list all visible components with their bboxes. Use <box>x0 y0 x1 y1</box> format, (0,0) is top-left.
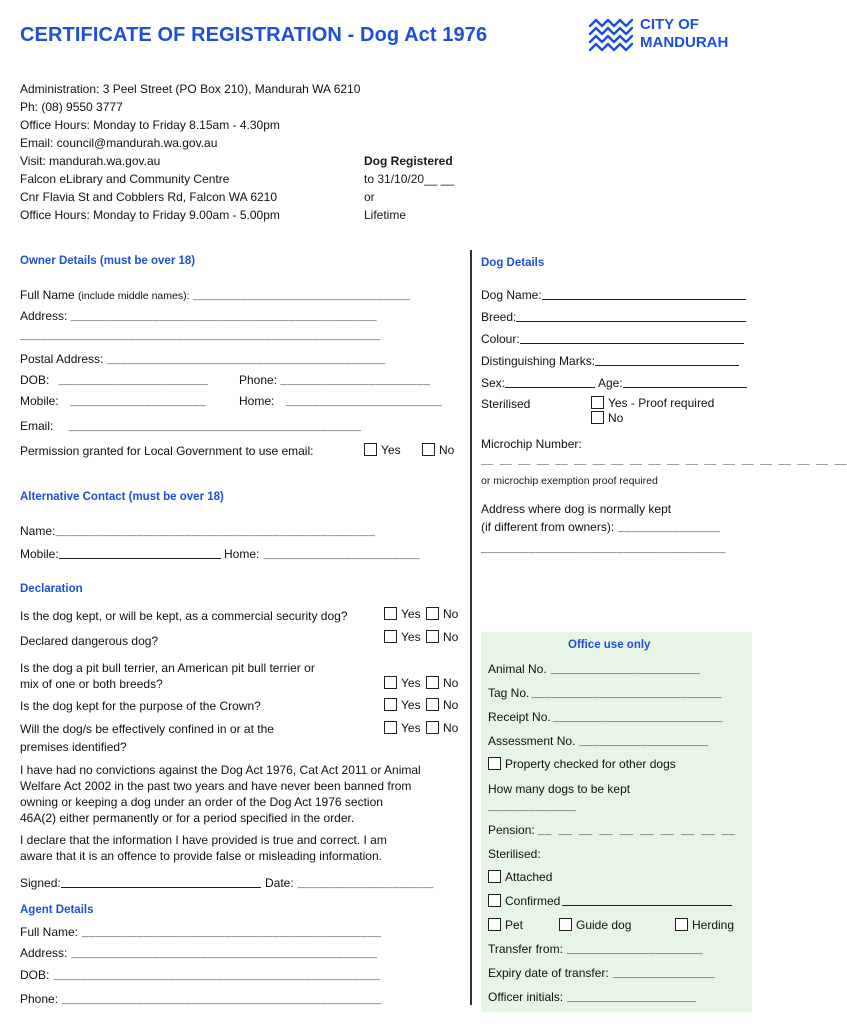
herding-label: Herding <box>692 918 735 932</box>
kept-address-line-1: Address where dog is normally kept <box>481 502 672 516</box>
checkbox[interactable] <box>559 918 572 931</box>
owner-phone-field[interactable]: Phone: ______________________ <box>239 373 431 388</box>
microchip-label: Microchip Number: <box>481 437 582 451</box>
checkbox[interactable] <box>591 411 604 424</box>
signature-field[interactable] <box>20 876 261 890</box>
page-title: CERTIFICATE OF REGISTRATION - Dog Act 1976 <box>20 24 488 46</box>
pet-option[interactable] <box>488 918 523 932</box>
q1-no[interactable] <box>426 607 458 621</box>
microchip-exemption-note: or microchip exemption proof required <box>481 475 658 487</box>
guide-dog-option[interactable] <box>559 918 631 932</box>
pension-field[interactable] <box>488 823 735 838</box>
alt-home-label: Home: <box>224 547 260 561</box>
transfer-from-field[interactable]: Transfer from: ____________________ <box>488 942 703 957</box>
yes-proof-label: Yes - Proof required <box>608 396 715 410</box>
checkbox[interactable] <box>675 918 688 931</box>
mandurah-waves-logo-icon <box>588 14 634 52</box>
owner-address-field[interactable]: Address: _____________________________________________ <box>20 309 377 324</box>
confirmed-label: Confirmed <box>505 894 561 908</box>
property-checked[interactable] <box>488 757 676 771</box>
owner-phone-label: Phone: <box>239 373 278 387</box>
owner-dob-label: DOB: <box>20 373 50 387</box>
owner-full-name-label: Full Name <box>20 288 75 302</box>
registered-or: or <box>364 190 375 204</box>
question-security-dog: Is the dog kept, or will be kept, as a commercial security dog? <box>20 609 348 623</box>
receipt-no-field[interactable]: Receipt No. _________________________ <box>488 710 723 725</box>
expiry-transfer-label: Expiry date of transfer: <box>488 966 609 980</box>
checkbox[interactable] <box>426 630 439 643</box>
attached-label: Attached <box>505 870 553 884</box>
truth-statement-line-1: I declare that the information I have provided is true and correct. I am <box>20 833 387 847</box>
dog-heading: Dog Details <box>481 257 545 269</box>
email-permission-yes[interactable] <box>364 443 401 457</box>
owner-full-name-note: (include middle names): <box>78 290 190 302</box>
dog-colour-label: Colour: <box>481 332 520 346</box>
agent-address-field[interactable]: Address: _____________________________________________ <box>20 946 378 961</box>
no-label: No <box>443 698 459 712</box>
admin-hours: Office Hours: Monday to Friday 8.15am - 4.30pm <box>20 118 280 132</box>
owner-address-label: Address: <box>20 309 68 323</box>
library-hours: Office Hours: Monday to Friday 9.00am - 5.00pm <box>20 208 280 222</box>
no-label: No <box>439 443 455 457</box>
dog-breed-label: Breed: <box>481 310 517 324</box>
owner-heading: Owner Details (must be over 18) <box>20 255 196 267</box>
conviction-line-2: Welfare Act 2002 in the past two years and have never been banned from <box>20 779 412 793</box>
alt-contact-heading: Alternative Contact (must be over 18) <box>20 491 224 503</box>
date-label: Date: <box>265 876 294 890</box>
admin-website: Visit: mandurah.wa.gov.au <box>20 154 161 168</box>
checkbox[interactable] <box>384 630 397 643</box>
dog-marks-field[interactable] <box>481 354 739 368</box>
question-pit-bull-line-1: Is the dog a pit bull terrier, an American pit bull terrier or <box>20 661 315 675</box>
agent-phone-field[interactable]: Phone: _______________________________________________ <box>20 992 382 1007</box>
no-label: No <box>443 721 459 735</box>
property-checked-label: Property checked for other dogs <box>505 757 676 771</box>
email-permission-label: Permission granted for Local Government to use email: <box>20 444 314 458</box>
checkbox[interactable] <box>426 721 439 734</box>
kept-address-label: (if different from owners): <box>481 520 615 534</box>
question-dangerous-dog: Declared dangerous dog? <box>20 634 159 648</box>
owner-home-label: Home: <box>239 394 275 408</box>
q2-yes[interactable] <box>384 630 421 644</box>
admin-email: Email: council@mandurah.wa.gov.au <box>20 136 218 150</box>
question-confined-line-2: premises identified? <box>20 740 127 754</box>
yes-label: Yes <box>401 630 421 644</box>
tag-no-label: Tag No. <box>488 686 530 700</box>
checkbox[interactable] <box>426 607 439 620</box>
checkbox[interactable] <box>426 676 439 689</box>
library-name: Falcon eLibrary and Community Centre <box>20 172 230 186</box>
alt-name-label: Name: <box>20 524 56 538</box>
registered-to: to 31/10/20__ __ <box>364 172 455 186</box>
agent-heading: Agent Details <box>20 904 94 916</box>
animal-no-field[interactable]: Animal No. ______________________ <box>488 662 701 677</box>
yes-label: Yes <box>401 721 421 735</box>
checkbox[interactable] <box>488 918 501 931</box>
checkbox[interactable] <box>422 443 435 456</box>
q4-yes[interactable] <box>384 698 421 712</box>
no-label: No <box>608 411 624 425</box>
date-field[interactable]: Date: ____________________ <box>265 876 434 891</box>
kept-address-line-2[interactable]: ____________________________________ <box>481 544 726 556</box>
checkbox[interactable] <box>488 870 501 883</box>
checkbox[interactable] <box>488 894 501 907</box>
pension-label: Pension: <box>488 823 535 837</box>
officer-initials-field[interactable]: Officer initials: ___________________ <box>488 990 697 1005</box>
receipt-no-label: Receipt No. <box>488 710 551 724</box>
guide-dog-label: Guide dog <box>576 918 632 932</box>
alt-name-field[interactable]: Name:_______________________________________________ <box>20 524 375 539</box>
owner-postal-label: Postal Address: <box>20 352 104 366</box>
signed-label: Signed: <box>20 876 61 890</box>
truth-statement-line-2: aware that it is an offence to provide false or misleading information. <box>20 849 382 863</box>
dog-marks-label: Distinguishing Marks: <box>481 354 596 368</box>
how-many-dogs-label: How many dogs to be kept <box>488 782 631 796</box>
checkbox[interactable] <box>426 698 439 711</box>
dog-name-field[interactable] <box>481 288 746 302</box>
conviction-line-1: I have had no convictions against the Dog Act 1976, Cat Act 2011 or Animal <box>20 763 421 777</box>
agent-dob-field[interactable]: DOB: ________________________________________________ <box>20 968 380 983</box>
conviction-line-3: owning or keeping a dog under an order of the Dog Act 1976 section <box>20 795 383 809</box>
assessment-no-field[interactable]: Assessment No. ___________________ <box>488 734 709 749</box>
question-pit-bull-line-2: mix of one or both breeds? <box>20 677 163 691</box>
dog-name-label: Dog Name: <box>481 288 542 302</box>
q3-no[interactable] <box>426 676 458 690</box>
kept-address-field[interactable]: (if different from owners): _______________ <box>481 520 721 535</box>
conviction-line-4: 46A(2) either permanently or for a period specified in the order. <box>20 811 355 825</box>
owner-email-label: Email: <box>20 419 54 433</box>
checkbox[interactable] <box>384 698 397 711</box>
owner-full-name-field[interactable]: Full Name (include middle names): ________________________________ <box>20 288 411 303</box>
how-many-dogs-input[interactable]: _____________ <box>488 802 577 814</box>
confirmed-option[interactable] <box>488 894 732 908</box>
agent-dob-label: DOB: <box>20 968 50 982</box>
library-address: Cnr Flavia St and Cobblers Rd, Falcon WA 6210 <box>20 190 278 204</box>
dog-age-label: Age: <box>598 376 623 390</box>
agent-full-name-label: Full Name: <box>20 925 79 939</box>
q5-no[interactable] <box>426 721 458 735</box>
microchip-input[interactable]: __ __ __ __ __ __ __ __ __ __ __ __ __ __ __ __ __ __ __ __ <box>481 457 847 468</box>
agent-address-label: Address: <box>20 946 68 960</box>
q1-yes[interactable] <box>384 607 421 621</box>
q5-yes[interactable] <box>384 721 421 735</box>
registered-heading: Dog Registered <box>364 154 453 168</box>
no-label: No <box>443 630 459 644</box>
herding-option[interactable] <box>675 918 734 932</box>
owner-dob-field[interactable]: DOB: ______________________ <box>20 373 209 388</box>
checkbox[interactable] <box>384 607 397 620</box>
attached-option[interactable] <box>488 870 552 884</box>
owner-email-field[interactable]: Email: ___________________________________________ <box>20 419 362 434</box>
question-crown: Is the dog kept for the purpose of the Crown? <box>20 699 261 713</box>
owner-postal-field[interactable]: Postal Address: _________________________________________ <box>20 352 386 367</box>
admin-address: Administration: 3 Peel Street (PO Box 210), Mandurah WA 6210 <box>20 82 361 96</box>
yes-label: Yes <box>401 676 421 690</box>
dog-age-field[interactable] <box>598 376 747 390</box>
agent-phone-label: Phone: <box>20 992 59 1006</box>
owner-home-field[interactable]: Home: _______________________ <box>239 394 443 409</box>
no-label: No <box>443 607 459 621</box>
checkbox[interactable] <box>384 676 397 689</box>
q4-no[interactable] <box>426 698 458 712</box>
checkbox[interactable] <box>488 757 501 770</box>
agent-full-name-field[interactable]: Full Name: ____________________________________________ <box>20 925 382 940</box>
office-heading: Office use only <box>568 639 651 651</box>
dog-sex-field[interactable] <box>481 376 595 390</box>
dog-colour-field[interactable] <box>481 332 744 346</box>
question-confined-line-1: Will the dog/s be effectively confined in or at the <box>20 722 274 736</box>
animal-no-label: Animal No. <box>488 662 547 676</box>
q2-no[interactable] <box>426 630 458 644</box>
office-sterilised-label: Sterilised: <box>488 847 541 861</box>
yes-label: Yes <box>401 698 421 712</box>
admin-phone: Ph: (08) 9550 3777 <box>20 100 123 114</box>
yes-label: Yes <box>401 607 421 621</box>
q3-yes[interactable] <box>384 676 421 690</box>
owner-mobile-field[interactable]: Mobile: ____________________ <box>20 394 207 409</box>
logo-line-1: CITY OF <box>640 16 699 33</box>
logo-line-2: MANDURAH <box>640 34 729 51</box>
checkbox[interactable] <box>364 443 377 456</box>
officer-initials-label: Officer initials: <box>488 990 564 1004</box>
yes-label: Yes <box>381 443 401 457</box>
assessment-no-label: Assessment No. <box>488 734 576 748</box>
checkbox[interactable] <box>384 721 397 734</box>
declaration-heading: Declaration <box>20 583 83 595</box>
owner-mobile-label: Mobile: <box>20 394 59 408</box>
column-divider <box>470 250 472 1005</box>
no-label: No <box>443 676 459 690</box>
sterilised-no[interactable] <box>591 411 623 425</box>
checkbox[interactable] <box>591 396 604 409</box>
expiry-transfer-field[interactable]: Expiry date of transfer: _______________ <box>488 966 715 981</box>
email-permission-no[interactable] <box>422 443 454 457</box>
transfer-from-label: Transfer from: <box>488 942 563 956</box>
alt-mobile-label: Mobile: <box>20 547 59 561</box>
city-logo <box>588 14 758 54</box>
alt-home-field[interactable]: Home: _______________________ <box>224 547 420 562</box>
dog-sterilised-label: Sterilised <box>481 397 531 411</box>
sterilised-yes[interactable] <box>591 396 714 410</box>
dog-breed-field[interactable] <box>481 310 746 324</box>
alt-mobile-field[interactable] <box>20 547 221 561</box>
pension-input[interactable]: __ __ __ __ __ __ __ __ __ __ <box>538 826 736 838</box>
pet-label: Pet <box>505 918 524 932</box>
owner-address-line-2[interactable]: _____________________________________________________ <box>20 331 381 343</box>
tag-no-field[interactable]: Tag No. ____________________________ <box>488 686 722 701</box>
registered-lifetime: Lifetime <box>364 208 407 222</box>
dog-sex-label: Sex: <box>481 376 506 390</box>
